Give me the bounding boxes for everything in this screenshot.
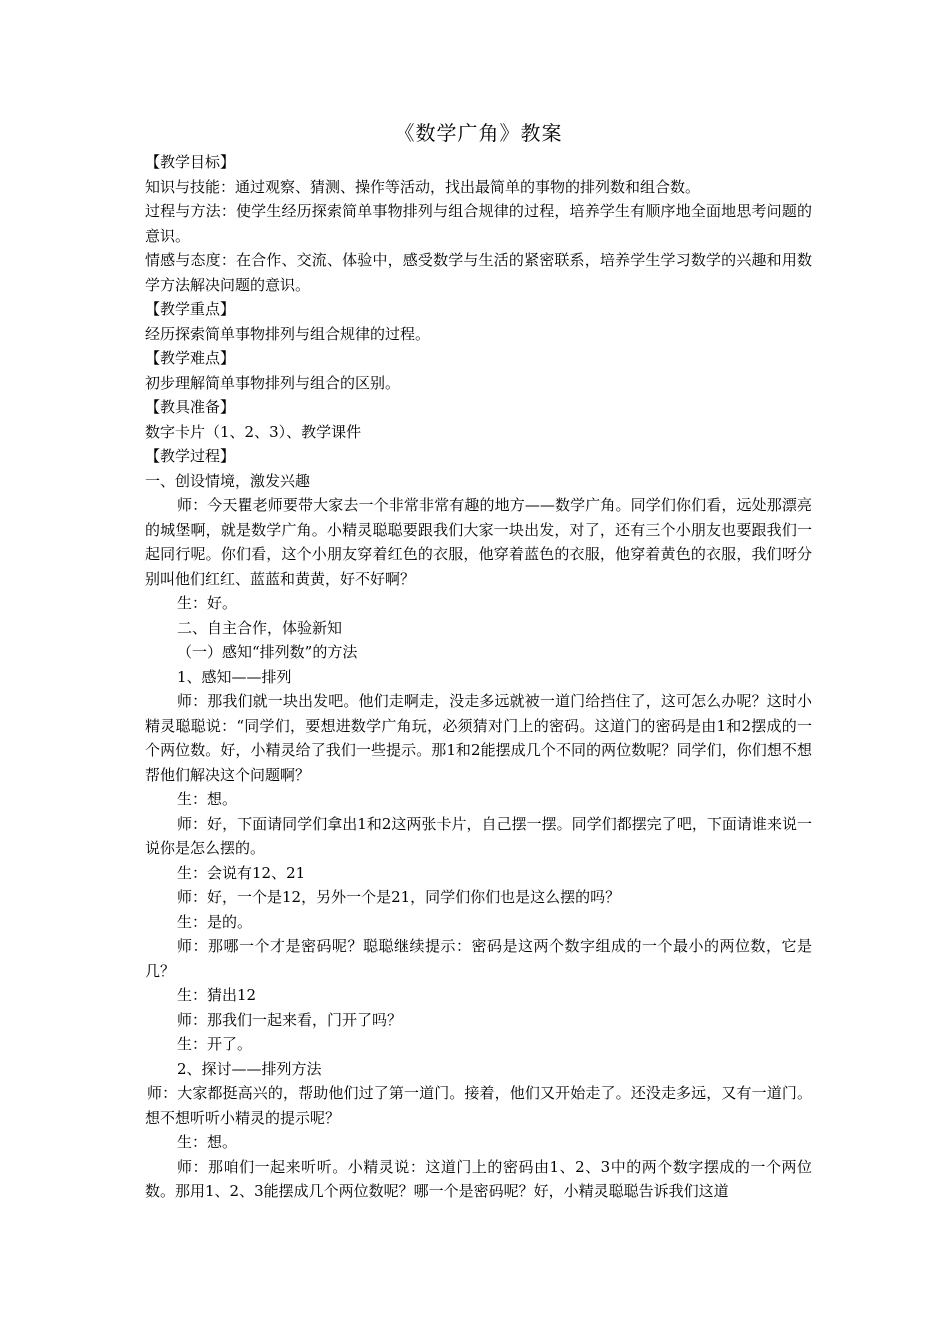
key-points-heading: 【教学重点】 [145, 300, 236, 318]
difficulty-heading: 【教学难点】 [145, 349, 236, 367]
process-paragraph: 师：大家都挺高兴的，帮助他们过了第一道门。接着，他们又开始走了。还没走多远，又有一道门。想不想听听小精灵的提示呢？ [145, 1084, 812, 1127]
process-paragraph: 生：想。 [177, 790, 238, 808]
process-paragraph: 生：想。 [177, 1133, 238, 1151]
process-paragraph: 师：那我们一起来看，门开了吗？ [177, 1010, 403, 1029]
process-paragraph: 1、感知——排列 [177, 667, 292, 686]
objective-attitude: 情感与态度：在合作、交流、体验中，感受数学与生活的紧密联系，培养学生学习数学的兴趣和用数学方法解决问题的意识。 [145, 251, 812, 294]
objectives-heading: 【教学目标】 [145, 153, 236, 171]
tools-heading: 【教具准备】 [145, 398, 236, 416]
process-paragraph: 生：是的。 [177, 912, 253, 931]
process-paragraph: 师：今天瞿老师要带大家去一个非常非常有趣的地方——数学广角。同学们你们看，远处那漂亮的城堡啊，就是数学广角。小精灵聪聪要跟我们大家一块出发，对了，还有三个小朋友也要跟我们一起同行呢。你们看，这个小朋友穿着红色的衣服，他穿着蓝色的衣服，他穿着黄色的衣服，我们呀分别叫他们红红、蓝蓝和黄黄，好不好啊？ [145, 496, 812, 588]
process-paragraph: 一、创设情境，激发兴趣 [145, 471, 311, 490]
process-paragraph: 师：那我们就一块出发吧。他们走啊走，没走多远就被一道门给挡住了，这可怎么办呢？这时小精灵聪聪说：“同学们，要想进数学广角玩，必须猜对门上的密码。这道门的密码是由1和2摆成的一个两位数。好，小精灵给了我们一些提示。那1和2能摆成几个不同的两位数呢？同学们，你们想不想帮他们解决这个问题啊？ [145, 692, 812, 784]
objective-knowledge: 知识与技能：通过观察、猜测、操作等活动，找出最简单的事物的排列数和组合数。 [145, 177, 701, 196]
process-paragraph: （一）感知“排列数”的方法 [177, 643, 358, 661]
tools-text: 数字卡片（1、2、3）、教学课件 [145, 422, 362, 441]
process-paragraph: 生：开了。 [177, 1035, 253, 1053]
document-title: 《数学广角》教案 [394, 121, 563, 145]
process-paragraph: 师：好，一个是12，另外一个是21，同学们你们也是这么摆的吗？ [177, 888, 621, 906]
process-paragraph: 生：会说有12、21 [177, 863, 306, 882]
process-paragraph: 生：好。 [177, 594, 238, 612]
process-paragraph: 师：好，下面请同学们拿出1和2这两张卡片，自己摆一摆。同学们都摆完了吧，下面请谁来说一说你是怎么摆的。 [145, 814, 812, 857]
key-points-text: 经历探索简单事物排列与组合规律的过程。 [145, 324, 431, 343]
process-paragraph: 二、自主合作，体验新知 [177, 618, 343, 637]
difficulty-text: 初步理解简单事物排列与组合的区别。 [145, 373, 401, 392]
process-paragraph: 师：那哪一个才是密码呢？聪聪继续提示：密码是这两个数字组成的一个最小的两位数，它是几？ [145, 937, 812, 980]
document-page [145, 118, 812, 1204]
process-heading: 【教学过程】 [145, 447, 236, 465]
process-body [145, 469, 812, 1204]
objective-process: 过程与方法：使学生经历探索简单事物排列与组合规律的过程，培养学生有顺序地全面地思考问题的意识。 [145, 202, 812, 245]
process-paragraph: 生：猜出12 [177, 986, 257, 1004]
process-paragraph: 2、探讨——排列方法 [177, 1059, 322, 1078]
process-paragraph: 师：那咱们一起来听听。小精灵说：这道门上的密码由1、2、3中的两个数字摆成的一个两位数。那用1、2、3能摆成几个两位数呢？哪一个是密码呢？好，小精灵聪聪告诉我们这道 [145, 1157, 812, 1200]
